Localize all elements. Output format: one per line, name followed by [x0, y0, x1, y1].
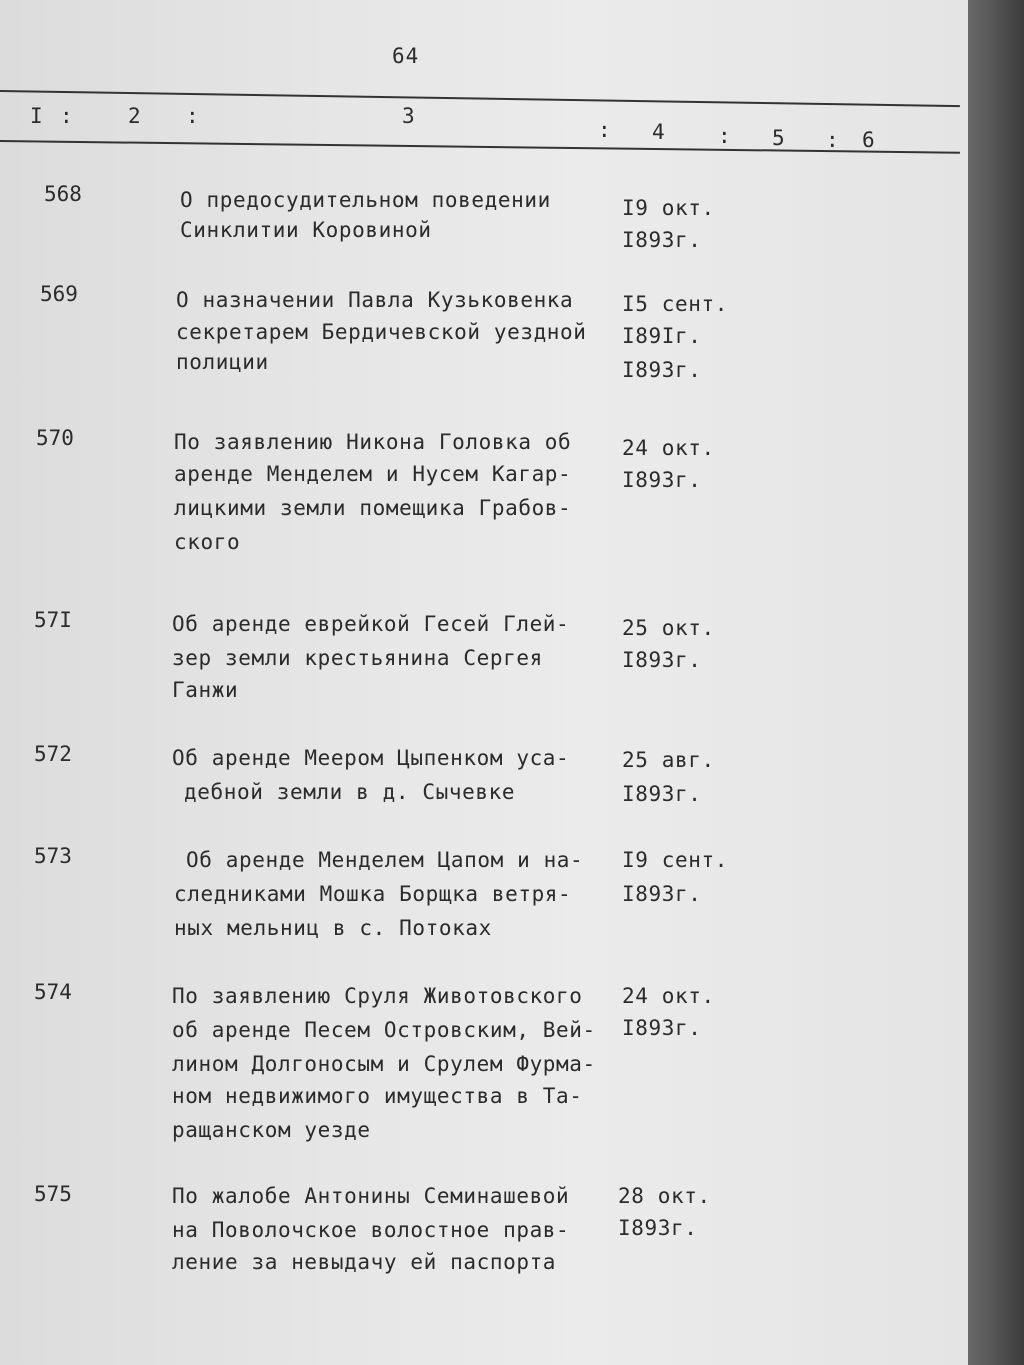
entry-date-line: I893г.	[622, 782, 702, 806]
entry-title-line: секретарем Бердичевской уездной	[176, 320, 587, 344]
entry-title-line: О предосудительном поведении	[180, 188, 551, 212]
entry-title-line: об аренде Песем Островским, Вей-	[172, 1018, 596, 1042]
entry-date-line: I893г.	[622, 358, 702, 382]
entry-date-line: I5 сент.	[622, 292, 728, 316]
entry-title-line: зер земли крестьянина Сергея	[172, 646, 543, 670]
entry-number: 572	[34, 742, 72, 766]
column-header-5: 5	[772, 126, 785, 150]
column-separator: :	[598, 118, 611, 142]
entry-number: 569	[40, 282, 78, 306]
entry-date-line: 28 окт.	[618, 1184, 711, 1208]
entry-title-line: По заявлению Никона Головка об	[174, 430, 572, 454]
entry-date-line: I893г.	[622, 1016, 702, 1040]
entry-title-line: Об аренде Меером Цыпенком уса-	[172, 746, 570, 770]
column-separator: :	[60, 104, 73, 128]
entry-title-line: ных мельниц в с. Потоках	[174, 916, 492, 940]
entry-title-line: лицкими земли помещика Грабов-	[174, 496, 572, 520]
entry-date-line: I893г.	[618, 1216, 698, 1240]
entry-number: 575	[34, 1182, 72, 1206]
entry-title-line: ского	[174, 530, 241, 554]
entry-number: 568	[44, 182, 82, 206]
entry-title-line: лином Долгоносым и Срулем Фурма-	[172, 1052, 596, 1076]
column-separator: :	[718, 124, 731, 148]
column-header-6: 6	[862, 128, 875, 152]
header-bottom-rule	[0, 140, 960, 154]
entry-title-line: ном недвижимого имущества в Та-	[172, 1084, 583, 1108]
entry-date-line: 24 окт.	[622, 984, 715, 1008]
entry-title-line: следниками Мошка Борщка ветря-	[174, 882, 572, 906]
entry-number: 574	[34, 980, 72, 1004]
header-top-rule	[0, 90, 960, 107]
entry-title-line: Об аренде Менделем Цапом и на-	[186, 848, 584, 872]
entry-date-line: I89Iг.	[622, 324, 702, 348]
column-header-2: 2	[128, 104, 141, 128]
entry-date-line: I893г.	[622, 882, 702, 906]
page-number: 64	[392, 44, 420, 68]
entry-title-line: Синклитии Коровиной	[180, 218, 432, 242]
column-header-3: 3	[402, 104, 415, 128]
entry-date-line: 25 авг.	[622, 748, 715, 772]
entry-date-line: 24 окт.	[622, 436, 715, 460]
entry-title-line: на Поволочское волостное прав-	[172, 1218, 570, 1242]
entry-number: 573	[34, 844, 72, 868]
column-separator: :	[826, 128, 839, 152]
entry-title-line: О назначении Павла Кузьковенка	[176, 288, 574, 312]
entry-number: 570	[36, 426, 74, 450]
entry-title-line: По заявлению Сруля Животовского	[172, 984, 583, 1008]
entry-title-line: аренде Менделем и Нусем Кагар-	[174, 462, 572, 486]
page-edge-shadow	[968, 0, 1024, 1365]
entry-title-line: полиции	[176, 350, 269, 374]
entry-title-line: Ганжи	[172, 678, 239, 702]
entry-date-line: I9 сент.	[622, 848, 728, 872]
entry-date-line: I893г.	[622, 228, 702, 252]
entry-title-line: дебной земли в д. Сычевке	[184, 780, 516, 804]
column-separator: :	[186, 104, 199, 128]
column-header-1: I	[30, 104, 43, 128]
entry-title-line: Об аренде еврейкой Гесей Глей-	[172, 612, 570, 636]
entry-date-line: I9 окт.	[622, 196, 715, 220]
entry-title-line: По жалобе Антонины Семинашевой	[172, 1184, 570, 1208]
entry-date-line: I893г.	[622, 648, 702, 672]
entry-title-line: ращанском уезде	[172, 1118, 371, 1142]
entry-title-line: ление за невыдачу ей паспорта	[172, 1250, 557, 1274]
column-header-4: 4	[652, 120, 665, 144]
entry-number: 57I	[34, 608, 72, 632]
entry-date-line: I893г.	[622, 468, 702, 492]
entry-date-line: 25 окт.	[622, 616, 715, 640]
